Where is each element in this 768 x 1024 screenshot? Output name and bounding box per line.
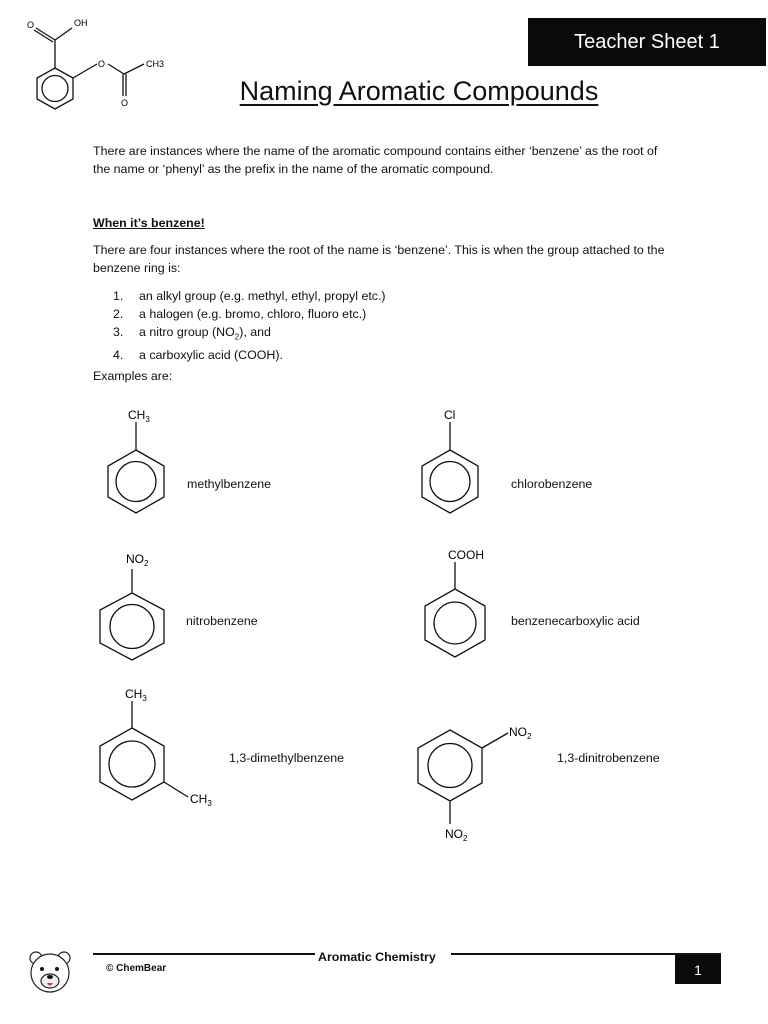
page-title: Naming Aromatic Compounds [239,76,599,106]
nitrobenzene-structure [95,546,185,676]
logo-group-2: OH [74,18,88,28]
example-name: 1,3-dinitrobenzene [557,751,660,765]
example-name: benzenecarboxylic acid [511,614,640,628]
benzenecarboxylic-acid-structure [412,546,502,676]
substituent-label: $NO_2$ [509,725,532,741]
logo-group-1: O [27,20,35,30]
example-name: nitrobenzene [186,614,258,628]
example-name: 1,3-dimethylbenzene [229,751,345,765]
substituent-label-2: $NO_2$ [445,827,468,843]
substituent-label: $CH_3$ [125,687,147,703]
logo-group-3: O [98,59,106,69]
substituent-label: $NO_2$ [126,552,149,568]
dinitrobenzene-structure [412,716,552,846]
dimethylbenzene-structure [92,685,232,815]
list-item: 1. an alkyl group (e.g. methyl, ethyl, propyl etc.) [113,289,386,303]
footer-rule-left [93,953,315,955]
intro-paragraph: There are instances where the name of the aromatic compound contains either ‘benzene’ as the root of the name or ‘phenyl’ as the prefix in the name of the aromatic compound. [93,144,658,176]
svg-text:CH3 [146,59,164,69]
page-number: 1 [675,955,721,984]
substituent-label: Cl [444,408,456,422]
group-list [113,287,386,364]
list-item: 3. a nitro group $(NO_2)$, and [113,325,271,342]
logo-group-4: O [121,98,129,108]
substituent-label: COOH [448,548,484,562]
teacher-sheet-badge: Teacher Sheet 1 [528,18,766,66]
chembear-logo-icon [26,948,76,996]
methylbenzene-structure [95,400,185,530]
substituent-label: $CH_3$ [128,408,150,424]
section-paragraph: There are four instances where the root of the name is ‘benzene’. This is when the group attached to the benzene ring is: [93,243,665,275]
examples-label: Examples are: [93,369,173,383]
chlorobenzene-structure [412,400,502,530]
list-item: 4. a carboxylic acid (COOH). [113,348,283,363]
example-name: chlorobenzene [511,477,593,491]
copyright: © ChemBear [106,963,167,974]
example-name: methylbenzene [187,477,272,491]
section-heading: When it’s benzene! [93,216,205,230]
substituent-label-2: $CH_3$ [190,792,212,808]
list-item: 2. a halogen (e.g. bromo, chloro, fluoro etc.) [113,307,367,321]
logo-group-5: CH3 [146,59,165,69]
footer-title: Aromatic Chemistry [318,950,436,964]
